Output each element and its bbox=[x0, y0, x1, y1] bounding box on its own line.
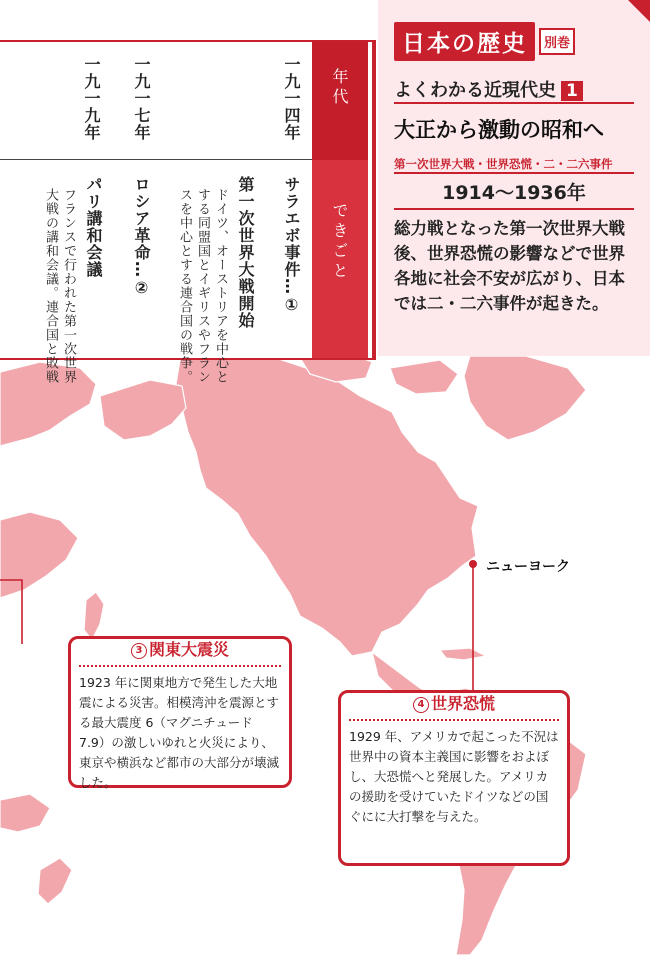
callout-kanto-earthquake bbox=[68, 636, 292, 788]
brand-logo: 日本の歴史 bbox=[394, 22, 535, 61]
callout-number: 4 bbox=[413, 697, 429, 713]
callout-number: 3 bbox=[131, 643, 147, 659]
map-alaska bbox=[100, 380, 186, 440]
timeline-header-event: できごと bbox=[330, 202, 349, 282]
callout-body: 1923 年に関東地方で発生した大地震による災害。相模湾沖を震源とする最大震度 6（マグニチュード 7.9）の激しいゆれと火災により、東京や横浜など都市の大部分が壊滅した。 bbox=[79, 675, 280, 790]
timeline-description: パリ講和会議 bbox=[84, 176, 103, 278]
timeline-year: 一九一四年 bbox=[282, 56, 301, 141]
timeline-panel bbox=[0, 40, 376, 384]
timeline-description: ドイツ、オーストリアを中心と bbox=[213, 188, 228, 384]
callout-title-text: 世界恐慌 bbox=[430, 694, 495, 713]
timeline-description: フランスで行われた第一次世界 bbox=[61, 188, 76, 384]
corner-decoration bbox=[628, 0, 650, 22]
timeline-divider bbox=[0, 159, 312, 160]
brand-sub: 別巻 bbox=[539, 28, 575, 55]
timeline-band bbox=[312, 42, 368, 358]
map-north-america bbox=[176, 350, 478, 656]
series-title bbox=[394, 76, 583, 102]
timeline-description: 第一次世界大戦開始 bbox=[236, 176, 255, 329]
map-new-zealand bbox=[38, 858, 72, 904]
main-title: 大正から激動の昭和へ bbox=[394, 118, 604, 142]
summary-text: 総力戦となった第一次世界大戦後、世界恐慌の影響などで世界各地に社会不安が広がり、日本では二・二六事件が起きた。 bbox=[394, 219, 625, 313]
series-number: 1 bbox=[561, 81, 583, 101]
map-japan bbox=[84, 592, 104, 640]
timeline-year: 一九一九年 bbox=[82, 56, 101, 141]
label-newyork: ニューヨーク bbox=[486, 559, 570, 575]
timeline-description: スを中心とする連合国の戦争。 bbox=[177, 188, 192, 384]
timeline-event: サラエボ事件…① bbox=[282, 176, 301, 315]
callout-title bbox=[341, 691, 567, 714]
period: 1914〜1936年 bbox=[442, 182, 586, 204]
sub-title: 第一次世界大戦・世界恐慌・二・二六事件 bbox=[394, 157, 613, 171]
callout-title-text: 関東大震災 bbox=[148, 640, 229, 659]
timeline-description: する同盟国とイギリスやフラン bbox=[195, 188, 210, 384]
map-asia bbox=[0, 512, 78, 598]
callout-title bbox=[71, 637, 289, 660]
map-greenland bbox=[464, 356, 586, 440]
title-card bbox=[378, 0, 650, 356]
timeline-description: 大戦の講和会議。連合国と敗戦 bbox=[43, 188, 58, 384]
callout-great-depression bbox=[338, 690, 570, 866]
timeline-header-year: 年代 bbox=[330, 68, 349, 108]
series-name: よくわかる近現代史 bbox=[394, 80, 556, 101]
callout-body: 1929 年、アメリカで起こった不況は世界中の資本主義国に影響をおよぼし、大恐慌へと発展した。アメリカの援助を受けていたドイツなどの国ぐにに大打撃を与えた。 bbox=[349, 729, 559, 824]
timeline-event: ロシア革命…② bbox=[132, 176, 151, 298]
brand bbox=[394, 22, 575, 61]
timeline-year: 一九一七年 bbox=[132, 56, 151, 141]
